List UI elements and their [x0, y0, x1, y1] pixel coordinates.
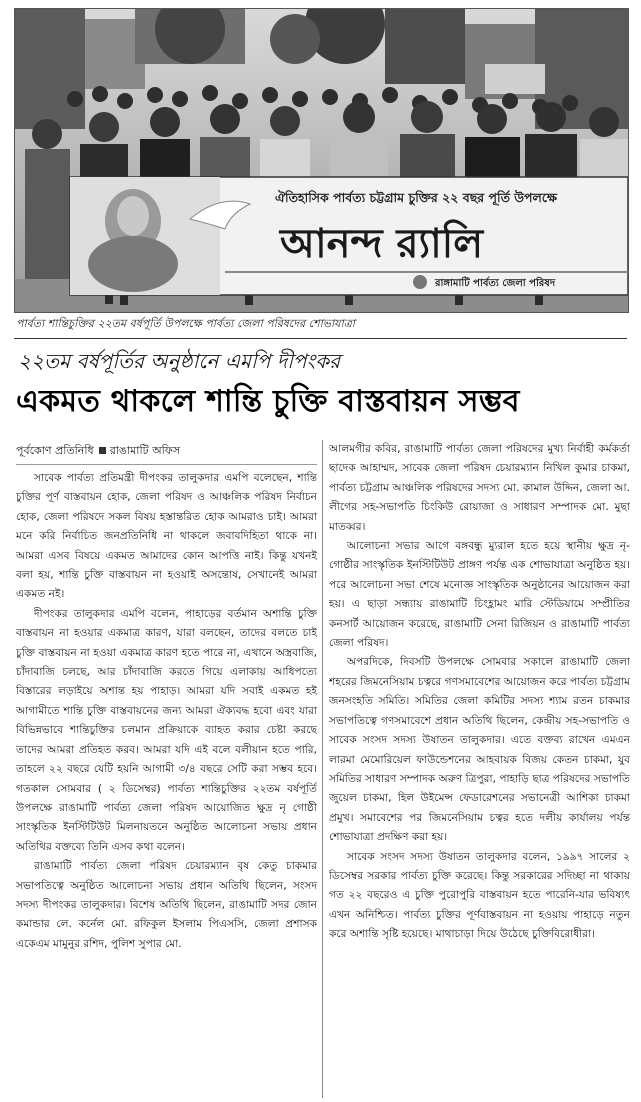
banner-main-text: আনন্দ র‍্যালি: [280, 221, 484, 267]
article-paragraph: আলমগীর কবির, রাঙামাটি পার্বত্য জেলা পরিষদের মুখ্য নির্বাহী কর্মকর্তা ছাদেক আহাম্মদ, সাবেক জেলা পরিষদ চেয়ারম্যান নিখিল কুমার চাকমা, পার্বত্য চট্টগ্রাম আঞ্চলিক পরিষদের সদস্য মো. কামাল উদ্দিন, জেলা আ. লীগের সহ-সভাপতি চিংকিউ রোয়াজা ও সাধারণ সম্পাদক মো. মুছা মাতব্বর।: [329, 443, 630, 533]
column-divider: [322, 440, 323, 1098]
caption-divider: [14, 338, 627, 339]
headline: একমত থাকলে শান্তি চুক্তি বাস্তবায়ন সম্ভব: [16, 384, 520, 419]
article-paragraph: দীপংকর তালুকদার এমপি বলেন, পাহাড়ের বর্তমান অশান্তি চুক্তি বাস্তবায়ন না হওয়ার একমাত্র কারণ, যারা বলছেন, তাদের বলতে চাই চুক্তি বাস্তবায়ন না হওয়া একমাত্র কারণ হতে পারে না, এখানে অস্ত্রবাজি, চাঁদাবাজি চলছে, আর চাঁদাবাজি করতে গিয়ে এলাকায় আধিপত্যে বিস্তারের লড়াইয়ে অশান্ত হয় পাহাড়। আমরা যদি সবাই একমত হই আগামীতে শান্তি চুক্তি বাস্তবায়নের জন্য আমরা ঐক্যবদ্ধ হবো এবং যারা বিভিন্নভাবে শান্তিচুক্তির চলমান প্রক্রিয়াকে ব্যাহত করার চেষ্টা করছে তাদের আমরা প্রতিহত করব। আমরা যদি এই বলে বলীয়ান হতে পারি, তাহলে ২২ বছরে যেটি হয়নি আগামী ৩/৪ বছরে সেটি করা সম্ভব হবে। গতকাল সোমবার ( ২ ডিসেম্বর) পার্বত্য শান্তিচুক্তির ২২তম বর্ষপূর্তি উপলক্ষে রাঙামাটি পার্বত্য জেলা পরিষদ আয়োজিত ক্ষুদ্র নৃ গোষ্ঠী সাংস্কৃতিক ইনস্টিটিউট মিলনায়তনে অনুষ্ঠিত আলোচনা সভায় প্রধান অতিথির বক্তব্যে তিনি এসব কথা বলেন।: [16, 607, 317, 853]
banner-top-text: ঐতিহাসিক পার্বত্য চট্টগ্রাম চুক্তির ২২ বছর পূর্তি উপলক্ষে: [275, 190, 557, 205]
article-paragraph: সাবেক সংসদ সদস্য উষাতন তালুকদার বলেন, ১৯৯৭ সালের ২ ডিসেম্বর সরকার পার্বত্য চুক্তি করেছে। কিন্তু সরকারের সদিচ্ছা না থাকায় গত ২২ বছরেও এ চুক্তি পুরোপুরি বাস্তবায়ন হতে পারেনি-যার ভবিষ্যৎ এখন অনিশ্চিত। পার্বত্য চুক্তির পূর্ণবাস্তবায়ন না হওয়ায় পাহাড়ে নতুন করে অশান্তি সৃষ্টি হয়েছে। মাথাচাড়া দিয়ে উঠেছে চুক্তিবিরোধীরা।: [329, 850, 630, 941]
article-paragraph: সাবেক পার্বত্য প্রতিমন্ত্রী দীপংকর তালুকদার এমপি বলেছেন, শান্তি চুক্তির পূর্ণ বাস্তবায়ন হোক, জেলা পরিষদ ও আঞ্চলিক পরিষদ নির্বাচন হোক, জেলা পরিষদে সকল বিষয় হস্তান্তরিত হোক আমরাও চাই। আমরা মনে করি নির্বাচিত জনপ্রতিনিধি না থাকলে জবাবদিহিতা থাকে না। আমরা এসব বিষয়ে একমত আমাদের কোন আপত্তি নাই। কিন্তু যখনই বলা হয়, শান্তি চুক্তি বাস্তবায়ন না হওয়াই অসন্তোষ, সেখানেই আমরা একমত নই।: [16, 472, 317, 601]
article-paragraph: রাঙামাটি পার্বত্য জেলা পরিষদ চেয়ারম্যান বৃষ কেতু চাকমার সভাপতিত্বে অনুষ্ঠিত আলোচনা সভায় প্রধান অতিথি ছিলেন, সংসদ সদস্য দীপংকর তালুকদার। বিশেষ অতিথি ছিলেন, রাঙামাটি সদর জোন কমান্ডার লে. কর্নেল মো. রফিকুল ইসলাম পিএসসি, জেলা প্রশাসক একেএম মামুনুর রশিদ, পুলিশ সুপার মো.: [16, 860, 317, 950]
article-paragraph: অপরদিকে, দিবসটি উপলক্ষে সোমবার সকালে রাঙামাটি জেলা শহরের জিমনেসিয়াম চত্বরে গণসমাবেশের আয়োজন করে পার্বত্য চট্টগ্রাম জনসংহতি সমিতি। সমিতির জেলা কমিটির সদস্য শ্যাম রতন চাকমার সভাপতিত্বে গণসমাবেশে প্রধান অতিথি ছিলেন, কেন্দ্রীয় সহ-সভাপতি ও সাবেক সংসদ সদস্য উষাতন তালুকদার। এতে বক্তব্য রাখেন এমএন লারমা মেমোরিয়েল ফাউন্ডেশনের আহবায়ক বিজয় কেতন চাকমা, যুব সমিতির সাধারণ সম্পাদক অরুণ ত্রিপুরা, পাহাড়ি ছাত্র পরিষদের সভাপতি জুয়েল চাকমা, হিল উইমেন্স ফেডারেশনের সভানেত্রী আশিকা চাকমা প্রমুখ। সমাবেশের পর জিমনেসিয়াম চত্বর হতে দলীয় কার্যালয় পর্যন্ত শোভাযাত্রা প্রদক্ষিণ করা হয়।: [329, 656, 630, 844]
byline-office: রাঙামাটি অফিস: [109, 444, 181, 457]
byline: [16, 440, 317, 465]
article-column-left: [16, 440, 317, 1100]
photo-caption: পার্বত্য শান্তিচুক্তির ২২তম বর্ষপূর্তি উপলক্ষে পার্বত্য জেলা পরিষদের শোভাযাত্রা: [16, 317, 355, 330]
byline-reporter: পূর্বকোণ প্রতিনিধি: [16, 444, 94, 457]
rally-photo: [14, 8, 629, 313]
byline-separator-icon: [99, 447, 106, 454]
banner-footer-text: রাঙ্গামাটি পার্বত্য জেলা পরিষদ: [435, 278, 556, 289]
article-column-right: [329, 440, 630, 1100]
article-paragraph: আলোচনা সভার আগে বঙ্গবন্ধু ম্যুরাল হতে হয়ে স্থানীয় ক্ষুদ্র নৃ-গোষ্ঠীর সাংস্কৃতিক ইনস্টিটিউট প্রাঙ্গণ পর্যন্ত এক শোভাযাত্রা অনুষ্ঠিত হয়। পরে আলোচনা সভা শেষে মনোজ্ঞ সাংস্কৃতিক অনুষ্ঠানের আয়োজন করা হয়। এ ছাড়া সন্ধ্যায় রাঙামাটি চিংহ্লামং মারি স্টেডিয়ামে সম্প্রীতির কনসার্ট আয়োজন করেছে, রাঙামাটি সেনা রিজিয়ন ও রাঙামাটি পার্বত্য জেলা পরিষদ।: [329, 540, 630, 650]
headline-kicker: ২২তম বর্ষপূর্তির অনুষ্ঠানে এমপি দীপংকর: [18, 349, 341, 373]
